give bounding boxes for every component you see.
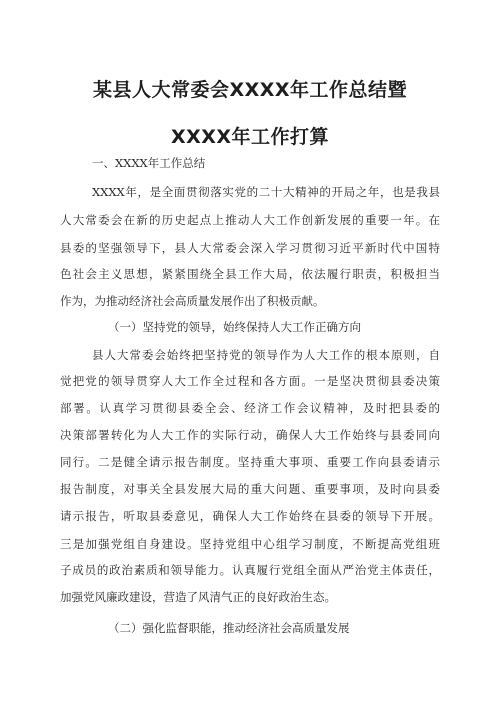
- subsection-heading-party-leadership: （一）坚持党的领导，始终保持人大工作正确方向: [108, 320, 361, 334]
- paragraph-line: 县委的坚强领导下，县人大常委会深入学习贯彻习近平新时代中国特: [60, 241, 440, 255]
- paragraph-line: 决策部署转化为人大工作的实际行动，确保人大工作始终与县委同向: [60, 428, 440, 442]
- paragraph-line: 请示报告，听取县委意见，确保人大工作始终在县委的领导下开展。: [60, 509, 440, 523]
- subsection-heading-supervision: （二）强化监督职能，推动经济社会高质量发展: [108, 621, 350, 635]
- paragraph-line: 作为，为推动经济社会高质量发展作出了积极贡献。: [60, 294, 325, 308]
- paragraph-line: 人大常委会在新的历史起点上推动人大工作创新发展的重要一年。在: [60, 213, 440, 227]
- paragraph-line: XXXX年，是全面贯彻落实党的二十大精神的开局之年，也是我县: [92, 185, 440, 199]
- paragraph-line: 加强党风廉政建设，营造了风清气正的良好政治生态。: [60, 590, 336, 604]
- paragraph-line: 报告制度，对事关全县发展大局的重大问题、重要事项，及时向县委: [60, 482, 440, 496]
- document-title-line-2: XXXX年工作打算: [170, 126, 330, 148]
- paragraph-line: 色社会主义思想，紧紧围绕全县工作大局，依法履行职责，积极担当: [60, 267, 440, 281]
- paragraph-line: 觉把党的领导贯穿人大工作全过程和各方面。一是坚决贯彻县委决策: [60, 374, 440, 388]
- section-heading-work-summary: 一、XXXX年工作总结: [92, 156, 206, 170]
- paragraph-line: 部署。认真学习贯彻县委全会、经济工作会议精神，及时把县委的: [60, 401, 440, 415]
- paragraph-line: 县人大常委会始终把坚持党的领导作为人大工作的根本原则，自: [92, 348, 440, 362]
- document-title-line-1: 某县人大常委会XXXX年工作总结暨: [92, 79, 408, 101]
- paragraph-line: 三是加强党组自身建设。坚持党组中心组学习制度，不断提高党组班: [60, 537, 440, 551]
- paragraph-line: 同行。二是健全请示报告制度。坚持重大事项、重要工作向县委请示: [60, 455, 440, 469]
- paragraph-line: 子成员的政治素质和领导能力。认真履行党组全面从严治党主体责任，: [60, 563, 440, 577]
